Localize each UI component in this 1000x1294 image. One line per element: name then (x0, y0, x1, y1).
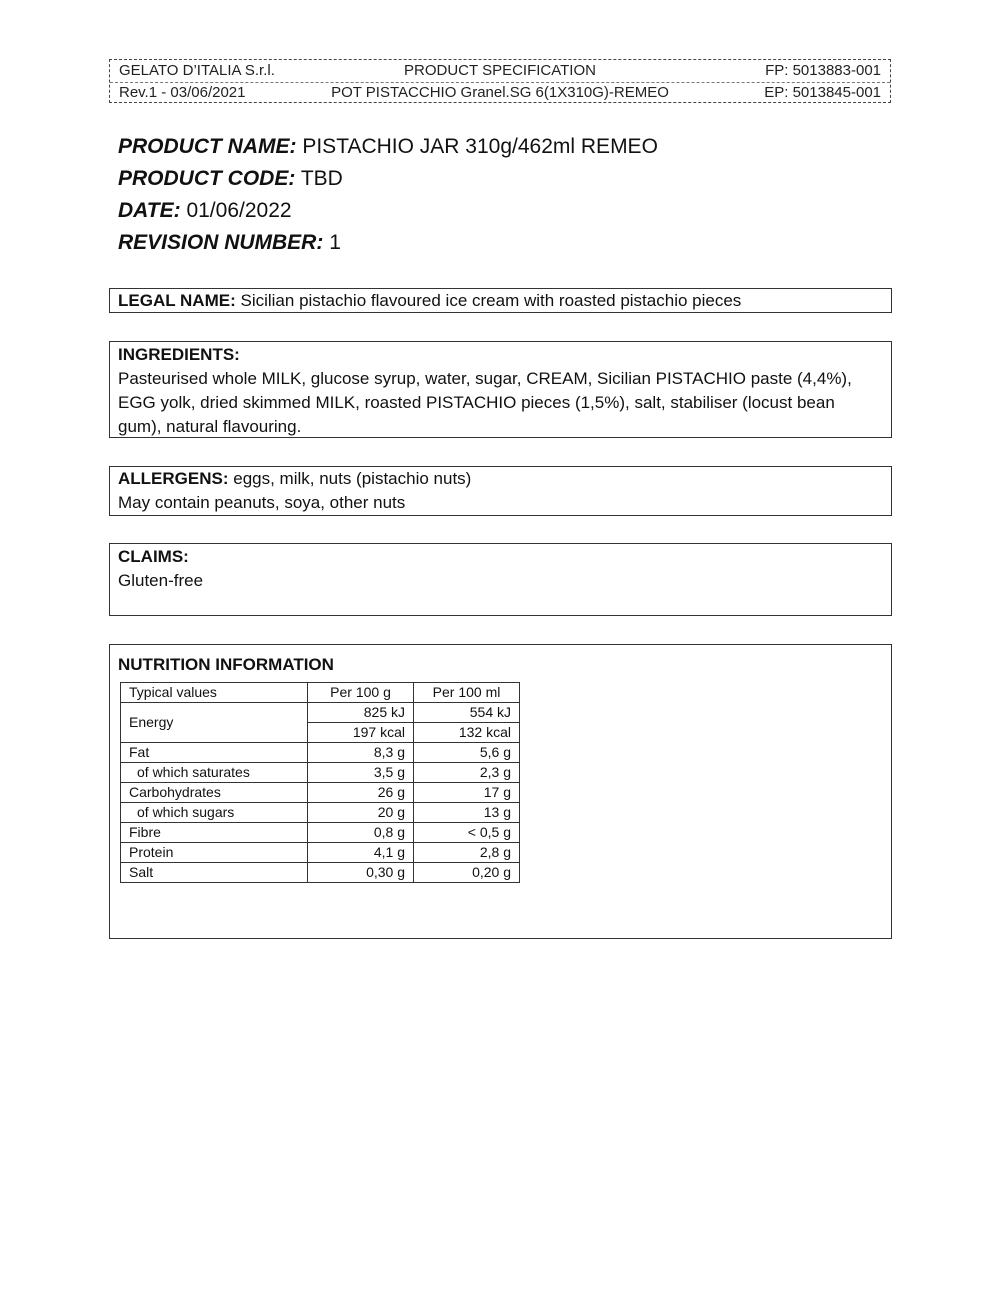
value-per-100ml: 0,20 g (414, 863, 520, 883)
nutrition-table (120, 682, 520, 883)
value-per-100ml: < 0,5 g (414, 823, 520, 843)
energy-kcal-per-100ml: 132 kcal (414, 723, 520, 743)
row-label: Carbohydrates (121, 783, 308, 803)
column-header: Typical values (121, 683, 308, 703)
allergens-text: eggs, milk, nuts (pistachio nuts) (233, 469, 472, 488)
table-row (121, 823, 520, 843)
table-row (121, 703, 520, 723)
ingredients-box (109, 341, 892, 438)
value-per-100g: 0,30 g (308, 863, 414, 883)
product-reference: POT PISTACCHIO Granel.SG 6(1X310G)-REMEO (331, 84, 669, 101)
value-per-100g: 26 g (308, 783, 414, 803)
claims-label: CLAIMS: (118, 547, 189, 566)
ingredients-line: Pasteurised whole MILK, glucose syrup, water, sugar, CREAM, Sicilian PISTACHIO paste (4,4%), (118, 369, 852, 388)
table-row (121, 743, 520, 763)
allergens-line (118, 467, 883, 491)
document-header (109, 59, 891, 103)
energy-kj-per-100ml: 554 kJ (414, 703, 520, 723)
value-per-100ml: 17 g (414, 783, 520, 803)
fp-code: FP: 5013883-001 (765, 62, 881, 79)
row-label: Fibre (121, 823, 308, 843)
revision-date: Rev.1 - 03/06/2021 (119, 84, 246, 101)
allergens-label: ALLERGENS: (118, 469, 229, 488)
date-value: 01/06/2022 (186, 199, 292, 222)
energy-kj-per-100g: 825 kJ (308, 703, 414, 723)
header-row-1 (110, 60, 890, 83)
ingredients-line: gum), natural flavouring. (118, 417, 302, 436)
nutrition-box (109, 644, 892, 939)
table-row (121, 863, 520, 883)
row-label: Salt (121, 863, 308, 883)
row-label: Fat (121, 743, 308, 763)
ingredients-label: INGREDIENTS: (118, 345, 240, 364)
revision-line (118, 227, 658, 259)
date-label: DATE: (118, 199, 181, 222)
row-label: of which saturates (121, 763, 308, 783)
product-meta (118, 131, 658, 259)
table-header-row (121, 683, 520, 703)
revision-value: 1 (329, 231, 341, 254)
legal-name-label: LEGAL NAME: (118, 291, 236, 310)
product-code-value: TBD (300, 167, 343, 190)
table-row (121, 763, 520, 783)
nutrition-title: NUTRITION INFORMATION (118, 655, 334, 674)
row-label: of which sugars (121, 803, 308, 823)
product-name-label: PRODUCT NAME: (118, 135, 297, 158)
product-code-line (118, 163, 658, 195)
document-type: PRODUCT SPECIFICATION (404, 62, 596, 79)
may-contain-text: May contain peanuts, soya, other nuts (118, 493, 406, 512)
column-header: Per 100 g (308, 683, 414, 703)
product-code-label: PRODUCT CODE: (118, 167, 296, 190)
column-header: Per 100 ml (414, 683, 520, 703)
table-row (121, 803, 520, 823)
row-label: Protein (121, 843, 308, 863)
value-per-100ml: 2,8 g (414, 843, 520, 863)
table-row (121, 843, 520, 863)
claims-text: Gluten-free (118, 571, 204, 590)
energy-kcal-per-100g: 197 kcal (308, 723, 414, 743)
legal-name-text: Sicilian pistachio flavoured ice cream with roasted pistachio pieces (240, 291, 742, 310)
energy-label: Energy (121, 703, 308, 743)
value-per-100g: 4,1 g (308, 843, 414, 863)
value-per-100g: 3,5 g (308, 763, 414, 783)
ep-code: EP: 5013845-001 (764, 84, 881, 101)
table-row (121, 783, 520, 803)
company-name: GELATO D’ITALIA S.r.l. (119, 62, 275, 79)
value-per-100ml: 2,3 g (414, 763, 520, 783)
value-per-100g: 0,8 g (308, 823, 414, 843)
value-per-100ml: 5,6 g (414, 743, 520, 763)
legal-name-box (109, 288, 892, 313)
claims-box (109, 543, 892, 616)
revision-label: REVISION NUMBER: (118, 231, 324, 254)
value-per-100g: 8,3 g (308, 743, 414, 763)
date-line (118, 195, 658, 227)
ingredients-line: EGG yolk, dried skimmed MILK, roasted PISTACHIO pieces (1,5%), salt, stabiliser (locust bean (118, 393, 835, 412)
value-per-100g: 20 g (308, 803, 414, 823)
value-per-100ml: 13 g (414, 803, 520, 823)
product-name-value: PISTACHIO JAR 310g/462ml REMEO (302, 135, 658, 158)
allergens-box (109, 466, 892, 516)
product-name-line (118, 131, 658, 163)
header-row-2 (110, 82, 890, 104)
